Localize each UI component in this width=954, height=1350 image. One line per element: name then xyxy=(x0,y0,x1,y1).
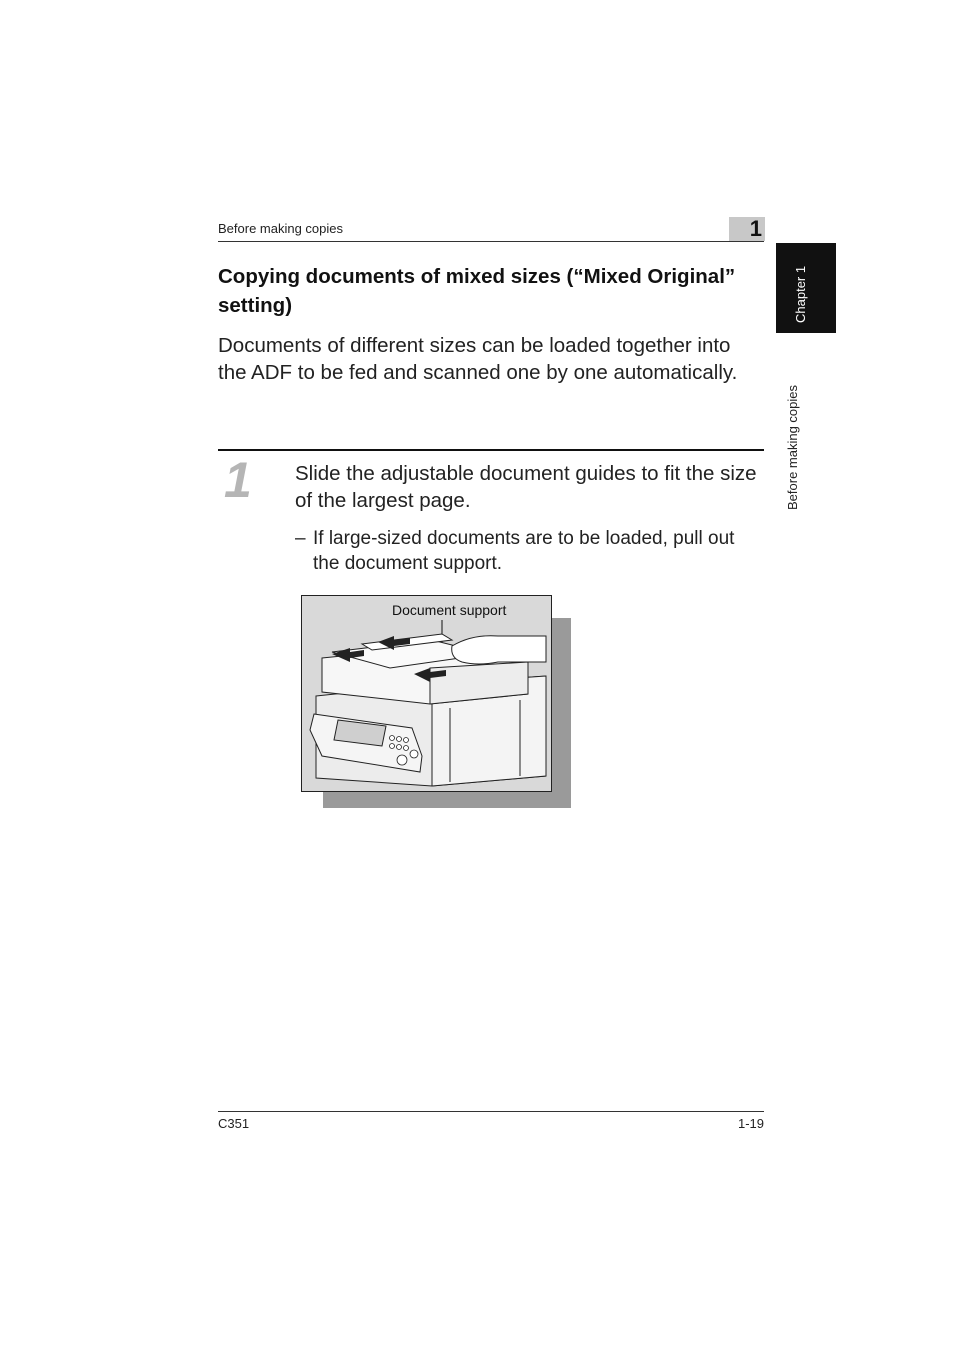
copier-illustration xyxy=(301,595,552,792)
chapter-side-tab xyxy=(776,243,836,333)
footer-model: C351 xyxy=(218,1116,250,1131)
chapter-number-box xyxy=(729,217,765,241)
section-title: Copying documents of mixed sizes (“Mixed Original” setting) xyxy=(218,265,736,317)
step-instruction: Slide the adjustable document guides to fit the size of the largest page. xyxy=(295,462,757,512)
running-head: Before making copies xyxy=(218,221,344,236)
chapter-number: 1 xyxy=(749,216,762,241)
footer-page-number: 1-19 xyxy=(737,1116,764,1131)
bullet-text: If large-sized documents are to be loaded, pull out the document support. xyxy=(313,528,735,574)
figure-callout-label: Document support xyxy=(392,602,507,618)
side-tab-section-label: Before making copies xyxy=(785,384,800,510)
step-number: 1 xyxy=(224,452,252,508)
copier-drawing xyxy=(302,596,551,791)
header-rule xyxy=(218,241,764,242)
section-intro: Documents of different sizes can be loaded together into the ADF to be fed and scanned one by one automatically. xyxy=(218,334,738,384)
footer-rule xyxy=(218,1111,764,1112)
step-divider xyxy=(218,449,764,451)
bullet-dash: – xyxy=(295,528,306,549)
side-tab-chapter-label: Chapter 1 xyxy=(793,265,808,323)
